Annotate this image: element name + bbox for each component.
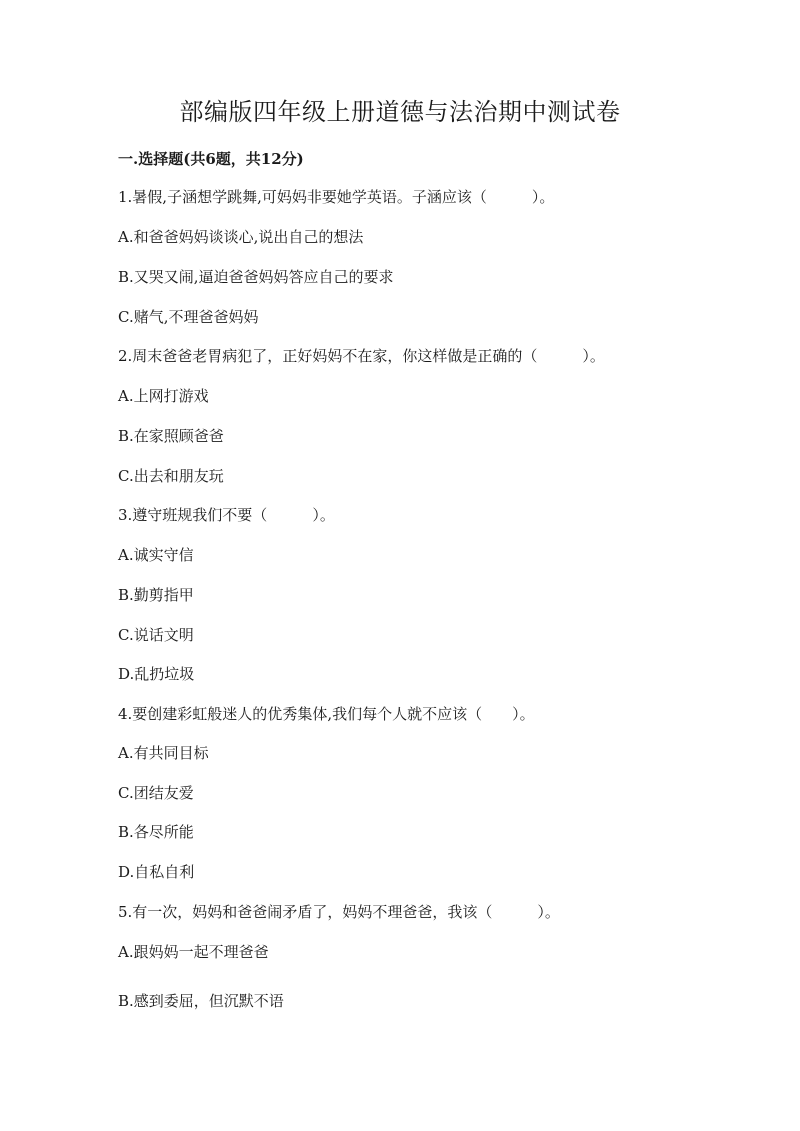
option-4a: A.有共同目标: [118, 744, 209, 762]
question-2: 2.周末爸爸老胃病犯了，正好妈妈不在家，你这样做是正确的（ ）。: [118, 347, 605, 365]
page-title: 部编版四年级上册道德与法治期中测试卷: [179, 98, 621, 126]
option-1a: A.和爸爸妈妈谈谈心,说出自己的想法: [118, 228, 364, 246]
question-1: 1.暑假,子涵想学跳舞,可妈妈非要她学英语。子涵应该（ ）。: [118, 188, 555, 206]
option-3b: B.勤剪指甲: [118, 586, 194, 604]
section-heading: 一.选择题(共6题，共12分): [118, 150, 304, 168]
option-4b: B.各尽所能: [118, 823, 194, 841]
question-4: 4.要创建彩虹般迷人的优秀集体,我们每个人就不应该（ ）。: [118, 705, 535, 723]
option-2b: B.在家照顾爸爸: [118, 427, 224, 445]
option-3d: D.乱扔垃圾: [118, 665, 195, 683]
option-1c: C.赌气,不理爸爸妈妈: [118, 308, 259, 326]
option-4c: C.团结友爱: [118, 784, 194, 802]
option-2c: C.出去和朋友玩: [118, 467, 224, 485]
option-5a: A.跟妈妈一起不理爸爸: [118, 943, 269, 961]
option-2a: A.上网打游戏: [118, 387, 209, 405]
option-5b: B.感到委屈，但沉默不语: [118, 992, 284, 1010]
question-3: 3.遵守班规我们不要（ ）。: [118, 506, 335, 524]
option-4d: D.自私自利: [118, 863, 195, 881]
option-1b: B.又哭又闹,逼迫爸爸妈妈答应自己的要求: [118, 268, 394, 286]
option-3c: C.说话文明: [118, 626, 194, 644]
question-5: 5.有一次，妈妈和爸爸闹矛盾了，妈妈不理爸爸，我该（ ）。: [118, 903, 560, 921]
option-3a: A.诚实守信: [118, 546, 194, 564]
